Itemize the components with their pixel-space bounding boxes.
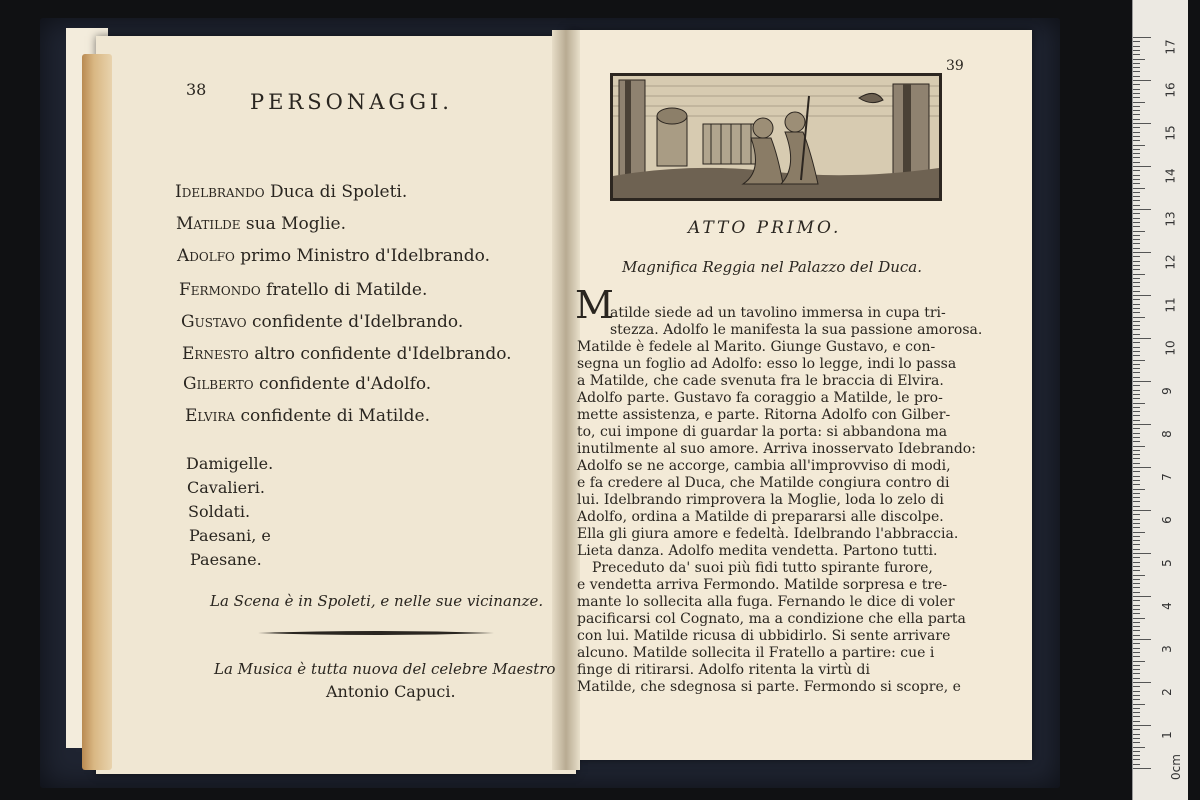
ruler-tick — [1133, 446, 1145, 447]
text-line: Matilde, che sdegnosa si parte. Fermondo si scopre, e — [577, 679, 961, 695]
ruler-tick — [1133, 222, 1140, 223]
scene-note: La Scena è in Spoleti, e nelle sue vicinanze. — [210, 592, 544, 610]
ruler-tick — [1133, 132, 1140, 133]
ruler-tick — [1133, 231, 1145, 232]
ruler-tick — [1133, 76, 1140, 77]
ruler-tick — [1133, 235, 1140, 236]
ruler-tick — [1133, 377, 1140, 378]
extra-role: Paesane. — [190, 550, 262, 569]
ruler-tick — [1133, 669, 1140, 670]
text-line: Matilde è fedele al Marito. Giunge Gustavo, e con- — [577, 339, 936, 355]
character-name: Adolfo — [177, 246, 235, 266]
ruler-tick — [1133, 243, 1140, 244]
ruler-tick — [1133, 80, 1151, 81]
ruler-number: 11 — [1163, 297, 1178, 313]
ruler-tick — [1133, 84, 1140, 85]
ruler-tick — [1133, 661, 1145, 662]
ruler-tick — [1133, 635, 1140, 636]
ruler-tick — [1133, 734, 1140, 735]
ruler-tick — [1133, 532, 1145, 533]
ruler-tick — [1133, 299, 1140, 300]
composer-name: Antonio Capuci. — [326, 682, 456, 701]
ruler-tick — [1133, 609, 1140, 610]
character-entry — [176, 214, 346, 234]
character-entry — [182, 344, 512, 364]
text-line: segna un foglio ad Adolfo: esso lo legge, indi lo passa — [577, 356, 957, 372]
ruler-tick — [1133, 97, 1140, 98]
text-line: e fa credere al Duca, che Matilde congiura contro di — [577, 475, 950, 491]
ruler-tick — [1133, 127, 1140, 128]
extra-role: Soldati. — [188, 502, 251, 521]
ruler-tick — [1133, 192, 1140, 193]
ruler-tick — [1133, 196, 1140, 197]
ruler-tick — [1133, 170, 1140, 171]
ruler-tick — [1133, 630, 1140, 631]
text-line: Ella gli giura amore e fedeltà. Idelbrando l'abbraccia. — [577, 526, 959, 542]
act-title: ATTO PRIMO. — [688, 218, 842, 238]
drop-cap: M — [575, 283, 614, 327]
ruler-number: 13 — [1163, 211, 1178, 227]
character-entry — [185, 406, 430, 426]
ruler-tick — [1133, 282, 1140, 283]
ruler-number: 17 — [1163, 39, 1178, 55]
character-entry — [177, 246, 490, 266]
character-role: confidente di Matilde. — [240, 406, 431, 426]
text-line: Preceduto da' suoi più fidi tutto spirante furore, — [592, 560, 933, 576]
ruler-number: 7 — [1159, 473, 1174, 481]
ruler-tick — [1133, 67, 1140, 68]
ruler-tick — [1133, 622, 1140, 623]
ruler-tick — [1133, 149, 1140, 150]
ruler-tick — [1133, 63, 1140, 64]
text-line: Adolfo parte. Gustavo fa coraggio a Matilde, le pro- — [577, 390, 943, 406]
ruler-tick — [1133, 321, 1140, 322]
text-line: atilde siede ad un tavolino immersa in cupa tri- — [610, 305, 946, 321]
ruler-tick — [1133, 467, 1151, 468]
ruler-tick — [1133, 618, 1145, 619]
ruler-tick — [1133, 497, 1140, 498]
extra-role: Cavalieri. — [187, 478, 265, 497]
character-role: altro confidente d'Idelbrando. — [254, 344, 512, 364]
music-note: La Musica è tutta nuova del celebre Maestro — [214, 660, 556, 678]
ruler-tick — [1133, 695, 1140, 696]
character-role: primo Ministro d'Idelbrando. — [240, 246, 491, 266]
ruler-number: 9 — [1159, 387, 1174, 395]
ruler-tick — [1133, 600, 1140, 601]
ruler-number: 16 — [1163, 82, 1178, 98]
ruler-number: 15 — [1163, 125, 1178, 141]
ruler-tick — [1133, 570, 1140, 571]
ruler-tick — [1133, 587, 1140, 588]
ruler-tick — [1133, 553, 1151, 554]
ruler-tick — [1133, 721, 1140, 722]
left-page-number: 38 — [186, 80, 207, 99]
ruler-number: 5 — [1159, 559, 1174, 567]
text-line: con lui. Matilde ricusa di ubbidirlo. Si sente arrivare — [577, 628, 951, 644]
ruler-tick — [1133, 269, 1140, 270]
ruler-tick — [1133, 312, 1140, 313]
ruler-tick — [1133, 351, 1140, 352]
ruler-tick — [1133, 656, 1140, 657]
ruler-tick — [1133, 123, 1151, 124]
ruler-tick — [1133, 484, 1140, 485]
character-entry — [175, 182, 407, 202]
ruler-tick — [1133, 454, 1140, 455]
ruler-tick — [1133, 510, 1151, 511]
text-line: lui. Idelbrando rimprovera la Moglie, loda lo zelo di — [577, 492, 944, 508]
ruler-tick — [1133, 501, 1140, 502]
ruler-tick — [1133, 450, 1140, 451]
ruler-tick — [1133, 286, 1140, 287]
ruler-tick — [1133, 291, 1140, 292]
ruler-tick — [1133, 329, 1140, 330]
page-edge — [82, 54, 112, 770]
text-line: finge di ritirarsi. Adolfo ritenta la virtù di — [577, 662, 870, 678]
ruler-tick — [1133, 415, 1140, 416]
ruler-tick — [1133, 755, 1140, 756]
ruler-number: 12 — [1163, 254, 1178, 270]
ruler-number: 4 — [1159, 602, 1174, 610]
ruler-tick — [1133, 248, 1140, 249]
ruler-tick — [1133, 360, 1145, 361]
ruler-tick — [1133, 673, 1140, 674]
ruler-tick — [1133, 678, 1140, 679]
ruler-tick — [1133, 308, 1140, 309]
character-name: Idelbrando — [175, 182, 265, 202]
ruler-tick — [1133, 364, 1140, 365]
character-role: confidente d'Adolfo. — [258, 374, 432, 394]
ruler-tick — [1133, 686, 1140, 687]
ruler-tick — [1133, 476, 1140, 477]
ruler-tick — [1133, 381, 1151, 382]
ruler-tick — [1133, 639, 1151, 640]
ruler-tick — [1133, 544, 1140, 545]
ruler-tick — [1133, 252, 1151, 253]
ruler-tick — [1133, 433, 1140, 434]
ruler-tick — [1133, 463, 1140, 464]
ruler-tick — [1133, 274, 1145, 275]
ruler-tick — [1133, 278, 1140, 279]
ruler-tick — [1133, 643, 1140, 644]
ruler-tick — [1133, 471, 1140, 472]
character-role: confidente d'Idelbrando. — [252, 312, 464, 332]
ruler-tick — [1133, 114, 1140, 115]
ruler-tick — [1133, 536, 1140, 537]
ruler-tick — [1133, 261, 1140, 262]
ruler-tick — [1133, 183, 1140, 184]
ruler-tick — [1133, 89, 1140, 90]
ruler-tick — [1133, 110, 1140, 111]
ruler-tick — [1133, 519, 1140, 520]
extra-role: Paesani, e — [189, 526, 271, 545]
ruler-tick — [1133, 209, 1151, 210]
ruler-tick — [1133, 157, 1140, 158]
ruler-tick — [1133, 742, 1140, 743]
ruler-tick — [1133, 226, 1140, 227]
ruler-number: 1 — [1159, 731, 1174, 739]
ruler-number: 3 — [1159, 645, 1174, 653]
ruler-tick — [1133, 218, 1140, 219]
ruler-tick — [1133, 575, 1145, 576]
ruler-tick — [1133, 489, 1145, 490]
ruler-tick — [1133, 403, 1145, 404]
ruler-tick — [1133, 71, 1140, 72]
scene-setting: Magnifica Reggia nel Palazzo del Duca. — [622, 258, 923, 276]
right-page-number: 39 — [946, 58, 964, 74]
ruler-tick — [1133, 334, 1140, 335]
text-line: mante lo sollecita alla fuga. Fernando le dice di voler — [577, 594, 955, 610]
ruler-tick — [1133, 764, 1140, 765]
ruler-tick — [1133, 592, 1140, 593]
ruler-tick — [1133, 355, 1140, 356]
ruler-tick — [1133, 596, 1151, 597]
ruler-tick — [1133, 175, 1140, 176]
ruler-tick — [1133, 140, 1140, 141]
ruler-tick — [1133, 747, 1145, 748]
page-heading: PERSONAGGI. — [250, 90, 453, 114]
ruler-tick — [1133, 162, 1140, 163]
ruler-tick — [1133, 325, 1140, 326]
ruler-tick — [1133, 725, 1151, 726]
ruler-tick — [1133, 768, 1151, 769]
ruler-tick — [1133, 390, 1140, 391]
woodcut-illustration — [610, 73, 942, 201]
ruler-number: 14 — [1163, 168, 1178, 184]
ruler-tick — [1133, 50, 1140, 51]
ruler-tick — [1133, 583, 1140, 584]
ruler-tick — [1133, 759, 1140, 760]
ruler-tick — [1133, 691, 1140, 692]
ruler-tick — [1133, 59, 1145, 60]
ruler-tick — [1133, 153, 1140, 154]
ruler-tick — [1133, 119, 1140, 120]
ruler-tick — [1133, 213, 1140, 214]
ruler-tick — [1133, 708, 1140, 709]
ruler-tick — [1133, 626, 1140, 627]
ruler-tick — [1133, 46, 1140, 47]
ruler-tick — [1133, 338, 1151, 339]
character-entry — [183, 374, 431, 394]
ruler-tick — [1133, 304, 1140, 305]
ruler-number: 10 — [1163, 340, 1178, 356]
ruler-tick — [1133, 562, 1140, 563]
ruler-tick — [1133, 372, 1140, 373]
ruler-tick — [1133, 317, 1145, 318]
ruler-tick — [1133, 205, 1140, 206]
ruler-tick — [1133, 37, 1151, 38]
book-gutter — [552, 30, 580, 770]
ruler-tick — [1133, 347, 1140, 348]
ruler-number: 8 — [1159, 430, 1174, 438]
ruler-tick — [1133, 411, 1140, 412]
ruler-tick — [1133, 368, 1140, 369]
ornamental-rule — [258, 630, 494, 636]
ruler-tick — [1133, 648, 1140, 649]
character-entry — [181, 312, 463, 332]
ruler-tick — [1133, 41, 1140, 42]
ruler-tick — [1133, 342, 1140, 343]
ruler-tick — [1133, 729, 1140, 730]
ruler-tick — [1133, 738, 1140, 739]
ruler-tick — [1133, 613, 1140, 614]
text-line: stezza. Adolfo le manifesta la sua passione amorosa. — [610, 322, 983, 338]
ruler-tick — [1133, 145, 1145, 146]
ruler-tick — [1133, 549, 1140, 550]
text-line: Lieta danza. Adolfo medita vendetta. Partono tutti. — [577, 543, 938, 559]
ruler-tick — [1133, 665, 1140, 666]
ruler-tick — [1133, 102, 1145, 103]
ruler-tick — [1133, 295, 1151, 296]
character-name: Ernesto — [182, 344, 249, 364]
ruler-tick — [1133, 424, 1151, 425]
text-line: Adolfo, ordina a Matilde di prepararsi alle discolpe. — [577, 509, 944, 525]
ruler-tick — [1133, 493, 1140, 494]
ruler-tick — [1133, 527, 1140, 528]
text-line: to, cui impone di guardar la porta: si abbandona ma — [577, 424, 948, 440]
character-name: Matilde — [176, 214, 241, 234]
text-line: e vendetta arriva Fermondo. Matilde sorpresa e tre- — [577, 577, 948, 593]
ruler-number: 0cm — [1168, 754, 1183, 780]
ruler-tick — [1133, 682, 1151, 683]
ruler-tick — [1133, 605, 1140, 606]
ruler-tick — [1133, 166, 1151, 167]
extra-role: Damigelle. — [186, 454, 274, 473]
ruler-tick — [1133, 394, 1140, 395]
text-line: inutilmente al suo amore. Arriva inosservato Idebrando: — [577, 441, 976, 457]
ruler-tick — [1133, 652, 1140, 653]
ruler-tick — [1133, 385, 1140, 386]
ruler-tick — [1133, 93, 1140, 94]
ruler-tick — [1133, 106, 1140, 107]
ruler-tick — [1133, 239, 1140, 240]
ruler-number: 6 — [1159, 516, 1174, 524]
ruler-tick — [1133, 523, 1140, 524]
measuring-ruler — [1132, 0, 1188, 800]
ruler-tick — [1133, 200, 1140, 201]
ruler-tick — [1133, 437, 1140, 438]
ruler-tick — [1133, 712, 1140, 713]
ruler-tick — [1133, 566, 1140, 567]
ruler-tick — [1133, 514, 1140, 515]
ruler-tick — [1133, 751, 1140, 752]
character-name: Elvira — [185, 406, 236, 426]
ruler-tick — [1133, 716, 1140, 717]
ruler-tick — [1133, 265, 1140, 266]
ruler-number: 2 — [1159, 688, 1174, 696]
ruler-tick — [1133, 699, 1140, 700]
ruler-tick — [1133, 441, 1140, 442]
ruler-tick — [1133, 458, 1140, 459]
ruler-tick — [1133, 428, 1140, 429]
ruler-tick — [1133, 54, 1140, 55]
character-name: Gilberto — [183, 374, 254, 394]
character-role: fratello di Matilde. — [266, 280, 428, 300]
character-role: sua Moglie. — [245, 214, 346, 234]
ruler-tick — [1133, 136, 1140, 137]
character-name: Gustavo — [181, 312, 247, 332]
character-name: Fermondo — [179, 280, 261, 300]
ruler-tick — [1133, 420, 1140, 421]
text-line: alcuno. Matilde sollecita il Fratello a partire: cue i — [577, 645, 935, 661]
text-line: pacificarsi col Cognato, ma a condizione che ella parta — [577, 611, 966, 627]
text-line: a Matilde, che cade svenuta fra le braccia di Elvira. — [577, 373, 944, 389]
ruler-tick — [1133, 398, 1140, 399]
ruler-tick — [1133, 188, 1145, 189]
ruler-tick — [1133, 557, 1140, 558]
ruler-tick — [1133, 540, 1140, 541]
ruler-tick — [1133, 579, 1140, 580]
text-line: mette assistenza, e parte. Ritorna Adolfo con Gilber- — [577, 407, 951, 423]
character-role: Duca di Spoleti. — [269, 182, 408, 202]
ruler-tick — [1133, 480, 1140, 481]
character-entry — [179, 280, 427, 300]
ruler-tick — [1133, 256, 1140, 257]
ruler-tick — [1133, 407, 1140, 408]
text-line: Adolfo se ne accorge, cambia all'improvviso di modi, — [577, 458, 951, 474]
ruler-tick — [1133, 704, 1145, 705]
ruler-tick — [1133, 506, 1140, 507]
ruler-tick — [1133, 179, 1140, 180]
